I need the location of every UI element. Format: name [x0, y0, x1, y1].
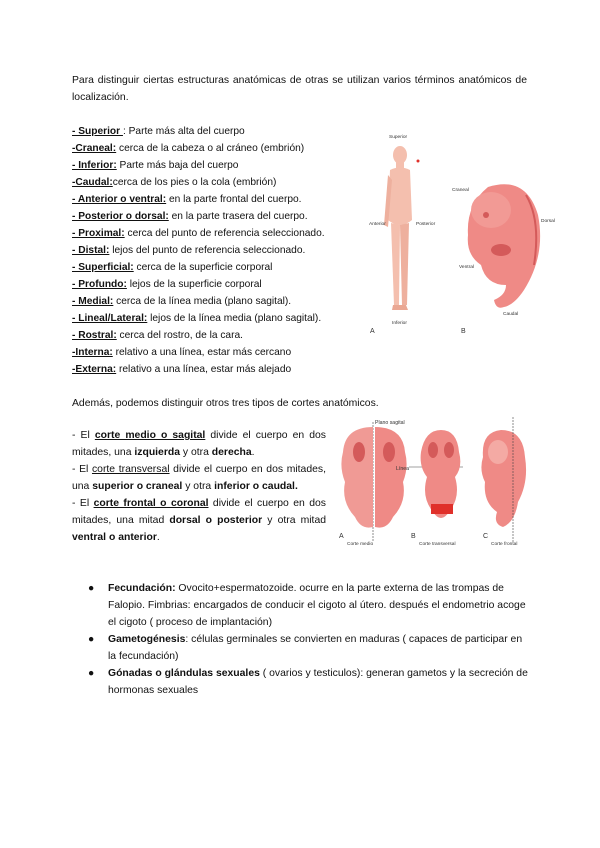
term-definition: Parte más baja del cuerpo: [116, 160, 239, 171]
figure-letter-b: B: [411, 533, 416, 540]
label-inferior: Inferior: [392, 321, 407, 326]
term-fecundacion: Fecundación:: [108, 583, 176, 594]
term-corte-transversal: corte transversal: [91, 464, 170, 475]
term-definition: relativo a una línea, estar más cercano: [112, 347, 292, 358]
reference-point-marker: [417, 160, 420, 163]
term-lateral: - Lineal/Lateral:: [72, 313, 148, 324]
term-derecha: derecha: [211, 447, 252, 458]
figure-letter-a: A: [370, 328, 375, 335]
term-externa: -Externa:: [72, 364, 117, 375]
term-definition: cerca del punto de referencia seleccionado.: [124, 228, 325, 239]
transverse-cut-illustration: [396, 430, 463, 547]
left-half-shape: [341, 427, 373, 528]
list-item: [72, 208, 372, 225]
term-profundo: - Profundo:: [72, 279, 127, 290]
term-corte-sagital: corte medio o sagital: [94, 430, 206, 441]
list-item: [72, 293, 372, 310]
term-definition: en la parte trasera del cuerpo.: [168, 211, 308, 222]
term-interna: -Interna:: [72, 347, 113, 358]
text-fragment: divide el cuerpo en dos mitades, una: [72, 464, 326, 492]
text-fragment: .: [251, 447, 255, 458]
text-fragment: - El: [72, 498, 94, 509]
term-inferior: - Inferior:: [72, 160, 117, 171]
text-fragment: - El: [72, 464, 92, 475]
list-item: [72, 174, 372, 191]
list-item: [88, 665, 533, 699]
term-proximal: - Proximal:: [72, 228, 125, 239]
term-craneal: -Craneal:: [72, 143, 117, 154]
term-definition: lejos de la línea media (plano sagital).: [147, 313, 322, 324]
term-superficial: - Superficial:: [72, 262, 134, 273]
anatomical-cuts-figure: [333, 412, 533, 547]
term-definition: cerca del rostro, de la cara.: [116, 330, 243, 341]
list-item: [72, 344, 372, 361]
embryo-illustration: [452, 184, 555, 335]
text-fragment: y otra: [180, 447, 212, 458]
term-definition: cerca de la línea media (plano sagital).: [113, 296, 292, 307]
term-superior: - Superior: [72, 126, 123, 137]
leg-shape: [400, 223, 409, 305]
term-definition: cerca de la cabeza o al cráneo (embrión): [116, 143, 305, 154]
head-shape: [393, 146, 407, 164]
list-item: [72, 191, 372, 208]
torso-shape: [388, 168, 412, 226]
term-caudal: -Caudal:: [72, 177, 113, 188]
term-rostral: - Rostral:: [72, 330, 117, 341]
label-corte-frontal: Corte frontal: [491, 542, 518, 547]
label-craneal: Craneal: [452, 188, 469, 193]
bullet-icon: ●: [88, 583, 95, 594]
term-definition: Parte más alta del cuerpo: [125, 126, 245, 137]
bullet-icon: ●: [88, 668, 95, 679]
text-fragment: divide el cuerpo en dos mitades, una mitad: [72, 498, 326, 526]
text-fragment: y otra mitad: [262, 515, 326, 526]
list-item: [72, 259, 372, 276]
term-definition: lejos del punto de referencia seleccionado.: [109, 245, 306, 256]
label-corte-transversal: Corte transversal: [419, 542, 456, 547]
text-fragment: - El: [72, 430, 95, 441]
terms-list: [72, 123, 372, 378]
term-medial: - Medial:: [72, 296, 114, 307]
embryo-detail-shape: [428, 442, 438, 458]
embryo-detail-shape: [383, 442, 395, 462]
term-inferior-caudal: inferior o caudal: [214, 481, 295, 492]
foot-shape: [392, 305, 408, 310]
term-definition: en la parte frontal del cuerpo.: [166, 194, 302, 205]
right-half-shape: [375, 427, 407, 528]
term-izquierda: izquierda: [134, 447, 181, 458]
list-item: [72, 157, 372, 174]
list-item: [72, 242, 372, 259]
embryo-eye-shape: [483, 212, 489, 218]
term-definition: cerca de los pies o la cola (embrión): [112, 177, 277, 188]
leg-shape: [391, 223, 400, 305]
list-item: [72, 276, 372, 293]
bullet-text: Ovocito+espermatozoide. ocurre en la parte externa de las trompas de Falopio. Fimbrias: encargados de conducir el cigoto al útero. después el endometrio acoge el cigoto ( proceso de implantación): [108, 583, 526, 628]
list-item: [72, 225, 372, 242]
term-definition: cerca de la superficie corporal: [133, 262, 273, 273]
sagittal-cut-illustration: [339, 420, 407, 547]
label-superior: Superior: [389, 135, 408, 140]
label-posterior: Posterior: [416, 222, 436, 227]
text-fragment: .: [294, 481, 298, 492]
bullet-list: [88, 580, 533, 699]
term-separator: :: [122, 126, 126, 137]
term-gonadas: Gónadas o glándulas sexuales: [108, 668, 260, 679]
list-item: [88, 631, 533, 665]
intro-paragraph: Para distinguir ciertas estructuras anatómicas de otras se utilizan varios términos anatómicos de localización.: [72, 75, 527, 103]
embryo-detail-shape: [444, 442, 454, 458]
label-caudal: Caudal: [503, 312, 519, 317]
label-ventral: Ventral: [459, 265, 474, 270]
embryo-head-shape: [488, 440, 508, 464]
anatomical-position-figure: [366, 125, 556, 340]
term-ventral-anterior: ventral o anterior: [72, 532, 157, 543]
list-item: [72, 310, 372, 327]
cuts-description: [72, 427, 326, 546]
term-distal: - Distal:: [72, 245, 110, 256]
figure-letter-a: A: [339, 533, 344, 540]
text-fragment: divide el cuerpo en dos mitades, una: [72, 430, 326, 458]
bullet-icon: ●: [88, 634, 95, 645]
list-item: [72, 140, 372, 157]
text-fragment: y otra: [182, 481, 215, 492]
term-superior-craneal: superior o craneal: [92, 481, 183, 492]
term-definition: lejos de la superficie corporal: [126, 279, 262, 290]
term-gametogenesis: Gametogénesis: [108, 634, 186, 645]
cuts-intro: Además, podemos distinguir otros tres tipos de cortes anatómicos.: [72, 398, 379, 409]
bullet-text: ( ovarios y testiculos): generan gametos y la secreción de hormonas sexuales: [108, 668, 528, 696]
figure-letter-c: C: [483, 533, 489, 540]
label-dorsal: Dorsal: [541, 219, 555, 224]
list-item: [88, 580, 533, 631]
label-plano-sagital: Plano sagital: [375, 420, 405, 426]
term-dorsal-posterior: dorsal o posterior: [169, 515, 263, 526]
embryo-head-shape: [471, 192, 511, 228]
figure-letter-b: B: [461, 328, 466, 335]
list-item: [72, 361, 372, 378]
term-anterior: - Anterior o ventral:: [72, 194, 167, 205]
term-corte-frontal: corte frontal o coronal: [93, 498, 209, 509]
frontal-cut-illustration: [481, 417, 526, 547]
human-body-illustration: [369, 134, 436, 335]
text-fragment: .: [156, 532, 160, 543]
list-item: [72, 123, 372, 140]
label-linea: Línea: [396, 466, 409, 472]
label-corte-medio: Corte medio: [347, 542, 374, 547]
term-definition: relativo a una línea, estar más alejado: [116, 364, 292, 375]
list-item: [72, 327, 372, 344]
embryo-detail-shape: [353, 442, 365, 462]
cut-section-highlight: [431, 504, 453, 514]
label-anterior: Anterior: [369, 222, 386, 227]
embryo-limb-bud-shape: [491, 244, 511, 256]
term-posterior: - Posterior o dorsal:: [72, 211, 169, 222]
bullet-text: : células germinales se convierten en maduras ( capaces de participar en la fecundación): [108, 634, 523, 662]
